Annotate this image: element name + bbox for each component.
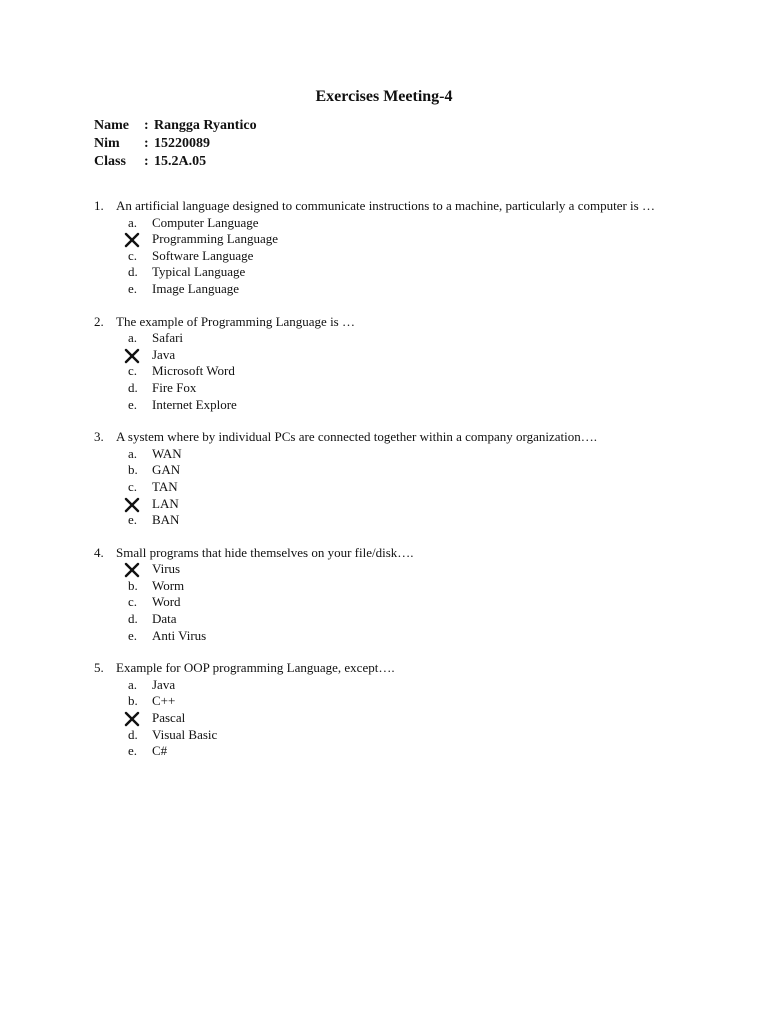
option-text: Programming Language [152, 231, 278, 247]
student-nim: 15220089 [154, 136, 210, 151]
option-list [94, 561, 694, 644]
option-d [94, 727, 694, 744]
document-title: Exercises Meeting-4 [315, 88, 453, 105]
option-a [94, 446, 694, 463]
option-text: WAN [152, 445, 182, 461]
option-text: Typical Language [152, 264, 246, 280]
question-number: 5. [94, 660, 104, 676]
option-letter: a. [128, 676, 138, 692]
option-letter: b. [128, 462, 138, 478]
option-a [94, 215, 694, 232]
cross-mark-icon [124, 232, 140, 248]
option-c [94, 248, 694, 265]
option-letter: c. [128, 363, 138, 379]
option-a [94, 561, 694, 578]
option-text: Java [152, 676, 176, 692]
option-e [94, 743, 694, 760]
option-text: LAN [152, 495, 179, 511]
option-c [94, 363, 694, 380]
option-b [94, 231, 694, 248]
question-5 [94, 660, 694, 760]
option-text: Visual Basic [152, 726, 218, 742]
info-separator: : [144, 118, 149, 133]
option-text: TAN [152, 478, 178, 494]
option-d [94, 496, 694, 513]
option-a [94, 330, 694, 347]
option-a [94, 677, 694, 694]
option-letter: c. [128, 478, 138, 494]
option-b [94, 693, 694, 710]
option-text: Fire Fox [152, 379, 197, 395]
option-text: Java [152, 346, 176, 362]
option-b [94, 347, 694, 364]
option-text: Computer Language [152, 214, 259, 230]
question-text: An artificial language designed to communicate instructions to a machine, particularly a computer is … [116, 198, 655, 213]
option-text: Anti Virus [152, 627, 207, 643]
option-text: Word [152, 594, 181, 610]
option-c [94, 479, 694, 496]
option-letter: a. [128, 330, 138, 346]
cross-mark-icon [124, 562, 140, 578]
option-list [94, 330, 694, 413]
question-text: Small programs that hide themselves on your file/disk…. [116, 544, 414, 560]
option-text: Virus [152, 561, 181, 577]
option-text: C++ [152, 693, 176, 709]
option-letter: e. [128, 627, 138, 643]
question-stem [94, 429, 694, 446]
info-label: Class [94, 154, 126, 169]
cross-mark-icon [124, 348, 140, 364]
option-list [94, 446, 694, 529]
option-letter: e. [128, 280, 138, 296]
option-b [94, 462, 694, 479]
option-letter: d. [128, 726, 138, 742]
option-letter: c. [128, 247, 138, 263]
option-letter: b. [128, 577, 138, 593]
question-number: 2. [94, 313, 104, 329]
info-label: Name [94, 118, 129, 133]
question-text: Example for OOP programming Language, except…. [116, 660, 395, 676]
question-2 [94, 314, 694, 414]
option-letter: b. [128, 693, 138, 709]
option-d [94, 264, 694, 281]
student-nim-row [94, 135, 257, 153]
question-3 [94, 429, 694, 529]
option-d [94, 380, 694, 397]
student-class-row [94, 153, 257, 171]
question-number: 4. [94, 544, 104, 560]
option-list [94, 215, 694, 298]
info-label: Nim [94, 136, 120, 151]
question-text: A system where by individual PCs are connected together within a company organization…. [116, 429, 598, 445]
option-text: BAN [152, 512, 180, 528]
question-stem [94, 198, 694, 215]
student-name: Rangga Ryantico [154, 118, 257, 133]
student-class: 15.2A.05 [154, 154, 207, 169]
option-text: Pascal [152, 710, 186, 726]
option-e [94, 281, 694, 298]
option-letter: d. [128, 379, 138, 395]
option-c [94, 594, 694, 611]
option-text: GAN [152, 462, 181, 478]
question-text: The example of Programming Language is … [116, 313, 355, 329]
option-list [94, 677, 694, 760]
student-name-row [94, 117, 257, 135]
option-text: Internet Explore [152, 396, 237, 412]
option-d [94, 611, 694, 628]
option-letter: d. [128, 611, 138, 627]
option-text: Microsoft Word [152, 363, 235, 379]
option-e [94, 397, 694, 414]
question-stem [94, 545, 694, 562]
option-letter: e. [128, 512, 138, 528]
question-1 [94, 198, 694, 298]
cross-mark-icon [124, 497, 140, 513]
question-stem [94, 314, 694, 331]
option-text: C# [152, 743, 168, 759]
question-number: 3. [94, 429, 104, 445]
option-text: Image Language [152, 280, 239, 296]
option-text: Software Language [152, 247, 254, 263]
option-b [94, 578, 694, 595]
option-letter: a. [128, 445, 138, 461]
option-e [94, 512, 694, 529]
option-letter: d. [128, 264, 138, 280]
option-text: Safari [152, 330, 184, 346]
option-letter: a. [128, 214, 138, 230]
question-number: 1. [94, 198, 104, 213]
option-text: Worm [152, 577, 185, 593]
option-letter: e. [128, 396, 138, 412]
option-text: Data [152, 611, 177, 627]
question-4 [94, 545, 694, 645]
info-separator: : [144, 136, 149, 151]
question-stem [94, 660, 694, 677]
student-info [94, 117, 257, 171]
option-e [94, 628, 694, 645]
cross-mark-icon [124, 711, 140, 727]
info-separator: : [144, 154, 149, 169]
option-c [94, 710, 694, 727]
option-letter: c. [128, 594, 138, 610]
option-letter: e. [128, 743, 138, 759]
question-list [94, 198, 694, 776]
